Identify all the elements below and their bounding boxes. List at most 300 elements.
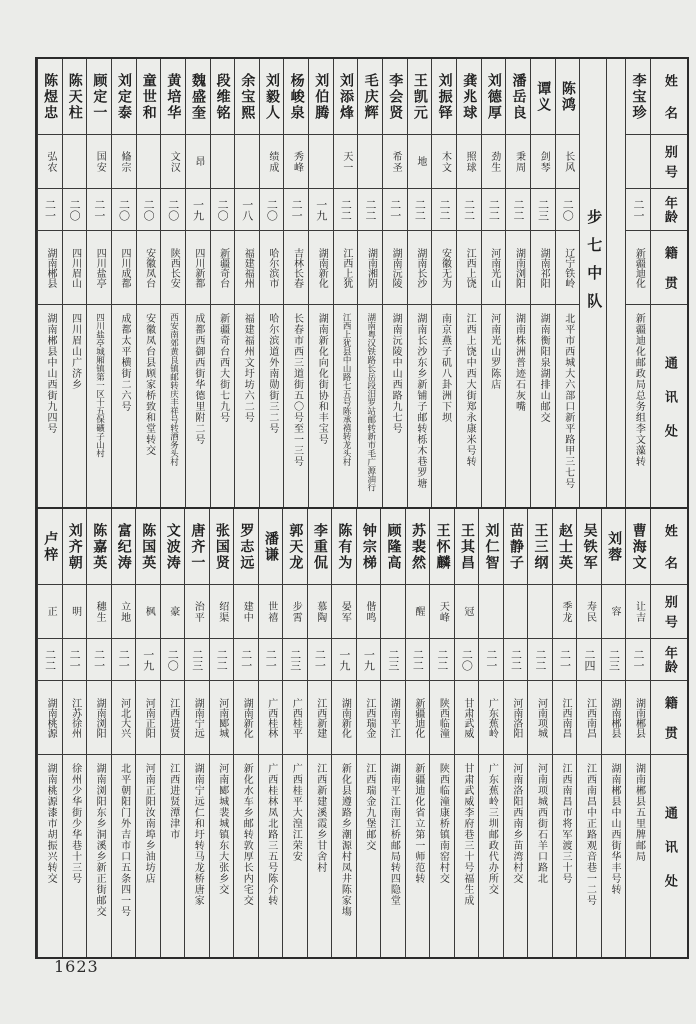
entry-age: 二一 [38, 189, 62, 231]
entry-alias [63, 135, 87, 189]
entry-age: 二一 [234, 639, 258, 681]
entry-address: 湖南长沙东乡新铺子邮转栎木巷罗塘 [414, 313, 426, 489]
entry-alias: 建中 [234, 585, 258, 639]
blank-cell [607, 59, 625, 507]
entry-name: 杨峻泉 [284, 59, 308, 135]
entry-name: 谭义 [531, 59, 555, 135]
entry-name: 苗静子 [504, 509, 528, 585]
entry-address: 徐州少华街少华巷十三号 [69, 763, 81, 884]
entry-name: 刘蓉 [602, 509, 626, 585]
entry-alias: 季龙 [553, 585, 577, 639]
entry-address: 江西进贤潭津市 [167, 763, 179, 840]
entry-address: 江西南昌中正路观音巷一二号 [584, 763, 596, 906]
entry-address: 长春市西三道街五〇号至一三号 [291, 313, 303, 467]
entry-alias: 正 [38, 585, 62, 639]
entry-name: 吴铁军 [577, 509, 601, 585]
entry-name: 余宝熙 [235, 59, 259, 135]
header-char: 通 [661, 805, 677, 819]
entry-address: 湖南郴县五里牌邮局 [633, 763, 645, 862]
entry-column [601, 509, 626, 957]
header-char: 名 [661, 105, 677, 119]
entry-alias: 偹宗 [112, 135, 136, 189]
header-char: 姓 [661, 524, 677, 538]
header-alias [651, 135, 687, 189]
entry-age: 二二 [358, 189, 382, 231]
entry-age: 二一 [112, 639, 136, 681]
header-char: 处 [661, 423, 677, 437]
entry-name: 潘谦 [259, 509, 283, 585]
entry-alias: 豪 [161, 585, 185, 639]
entry-origin: 广西桂平 [283, 681, 307, 755]
roster-tables [35, 57, 689, 959]
header-origin [651, 681, 687, 755]
entry-origin: 湖南新化 [234, 681, 258, 755]
header-column [650, 509, 687, 957]
entry-address: 新疆奇台西大街七九号 [217, 313, 229, 423]
entry-alias [211, 135, 235, 189]
entry-address: 河南项城西街石羊口路北 [535, 763, 547, 884]
entry-alias: 治平 [185, 585, 209, 639]
entry-address: 江西上饶中西大街郑永康米号转 [464, 313, 476, 467]
entry-age: 二二 [406, 639, 430, 681]
entry-column [160, 509, 185, 957]
entry-age: 二一 [259, 639, 283, 681]
entry-name: 王怀麟 [430, 509, 454, 585]
entry-name: 李会贤 [383, 59, 407, 135]
entry-origin: 辽宁铁岭 [556, 231, 580, 305]
header-address [651, 305, 687, 507]
entry-address: 湖南衡阳泉湖排山邮交 [538, 313, 550, 423]
entry-column [478, 509, 503, 957]
entry-origin: 四川盐亭 [87, 231, 111, 305]
header-origin [651, 231, 687, 305]
entry-age: 二三 [185, 639, 209, 681]
entry-alias: 天峰 [430, 585, 454, 639]
entry-age: 二一 [626, 189, 650, 231]
entry-age: 二四 [577, 639, 601, 681]
entry-alias: 木文 [432, 135, 456, 189]
entry-name: 顾隆高 [381, 509, 405, 585]
entry-alias: 偕鸣 [357, 585, 381, 639]
header-char: 龄 [661, 660, 677, 674]
entry-origin: 安徽无为 [432, 231, 456, 305]
entry-age: 二一 [553, 639, 577, 681]
entry-name: 王其昌 [455, 509, 479, 585]
entry-column [552, 509, 577, 957]
entry-alias [137, 135, 161, 189]
header-char: 通 [661, 355, 677, 369]
entry-column [505, 59, 530, 507]
entry-alias: 让吉 [626, 585, 650, 639]
entry-origin: 吉林长春 [284, 231, 308, 305]
header-name [651, 59, 687, 135]
entry-age: 二〇 [161, 189, 185, 231]
entry-age: 二〇 [211, 189, 235, 231]
entry-column [136, 59, 161, 507]
entry-age: 二二 [210, 639, 234, 681]
entry-column [185, 59, 210, 507]
entry-name: 钟宗梯 [357, 509, 381, 585]
entry-address: 哈尔滨道外南勋街三二号 [266, 313, 278, 434]
entry-origin: 湖南郴县 [602, 681, 626, 755]
entry-address: 福建福州文圩坊六二号 [242, 313, 254, 423]
entry-age: 一九 [136, 639, 160, 681]
entry-alias: 立地 [112, 585, 136, 639]
entry-address: 成都西御西街华德里附二号 [192, 313, 204, 445]
entry-origin: 湖南湘阴 [358, 231, 382, 305]
entry-alias [358, 135, 382, 189]
header-char: 名 [661, 555, 677, 569]
entry-name: 陈天柱 [63, 59, 87, 135]
entry-address: 四川盐亭城厢镇第一区十五保礦子山村 [94, 313, 105, 458]
entry-age: 一八 [235, 189, 259, 231]
roster-table-bottom [35, 507, 689, 959]
entry-age: 二三 [283, 639, 307, 681]
entry-alias: 秉周 [506, 135, 530, 189]
entry-column [527, 509, 552, 957]
entry-address: 湖南浏阳东乡洞溪乡新正街邮交 [94, 763, 106, 917]
entry-alias: 枫 [136, 585, 160, 639]
entry-age: 二一 [87, 189, 111, 231]
entry-name: 李宝珍 [626, 59, 650, 135]
header-char: 年 [661, 195, 677, 209]
entry-address: 江西新建溪霞乡甘舍村 [314, 763, 326, 873]
entry-age: 一九 [332, 639, 356, 681]
entry-name: 文波涛 [161, 509, 185, 585]
entry-age: 二〇 [161, 639, 185, 681]
entry-age: 二一 [284, 189, 308, 231]
entry-alias [528, 585, 552, 639]
entry-name: 曹海文 [626, 509, 650, 585]
entry-origin: 江西进贤 [161, 681, 185, 755]
entry-column [576, 509, 601, 957]
entry-alias: 文汉 [161, 135, 185, 189]
entry-address: 南京燕子矶八卦洲下坝 [439, 313, 451, 423]
entry-name: 黄培华 [161, 59, 185, 135]
entry-alias: 弘农 [38, 135, 62, 189]
entry-age: 二三 [381, 639, 405, 681]
unit-divider-column [579, 59, 606, 507]
entry-address: 广东蕉岭三圳邮政代办所交 [486, 763, 498, 895]
entry-column [209, 509, 234, 957]
entry-alias: 天一 [334, 135, 358, 189]
entry-origin: 湖南新化 [309, 231, 333, 305]
entry-alias: 照球 [457, 135, 481, 189]
entry-alias: 昂 [186, 135, 210, 189]
entry-name: 陈鸿 [556, 59, 580, 135]
entry-column [308, 59, 333, 507]
entry-alias: 长风 [556, 135, 580, 189]
header-age [651, 189, 687, 231]
entry-address: 成都太平横街二六号 [118, 313, 130, 412]
entry-origin: 江西南昌 [577, 681, 601, 755]
entry-column [259, 59, 284, 507]
header-char: 讯 [661, 839, 677, 853]
entry-column [233, 509, 258, 957]
entry-column [530, 59, 555, 507]
entry-alias: 冠 [455, 585, 479, 639]
entry-address: 新化县遵路乡潮源村凤井陈家塲 [339, 763, 351, 917]
header-char: 龄 [661, 210, 677, 224]
entry-address: 北平朝阳门外吉市口五条四一号 [118, 763, 130, 917]
entry-name: 龚兆球 [457, 59, 481, 135]
entry-alias: 穗生 [87, 585, 111, 639]
entry-origin: 河北大兴 [112, 681, 136, 755]
entry-origin: 福建福州 [235, 231, 259, 305]
entry-alias: 希圣 [383, 135, 407, 189]
header-char: 别 [661, 594, 677, 608]
entry-name: 张国贤 [210, 509, 234, 585]
entry-address: 湖南平江南江桥邮局转四隐堂 [388, 763, 400, 906]
entry-age: 一九 [357, 639, 381, 681]
entry-name: 唐齐一 [185, 509, 209, 585]
entry-age: 二二 [528, 639, 552, 681]
entry-name: 毛庆辉 [358, 59, 382, 135]
header-char: 号 [661, 615, 677, 629]
entry-alias [479, 585, 503, 639]
entry-column [37, 509, 62, 957]
entry-origin: 湖南沅陵 [383, 231, 407, 305]
entry-origin: 新疆迪化 [626, 231, 650, 305]
entry-address: 四川眉山广济乡 [69, 313, 81, 390]
entry-origin: 四川新都 [186, 231, 210, 305]
entry-alias: 绩成 [260, 135, 284, 189]
entry-column [405, 509, 430, 957]
entry-alias: 寿民 [577, 585, 601, 639]
entry-origin: 江西南昌 [553, 681, 577, 755]
entry-origin: 河南正阳 [136, 681, 160, 755]
entry-address: 河南洛阳西南乡苗湾村交 [510, 763, 522, 884]
header-char: 处 [661, 873, 677, 887]
header-char: 姓 [661, 74, 677, 88]
entry-name: 王凯元 [408, 59, 432, 135]
entry-alias [309, 135, 333, 189]
entry-alias: 国安 [87, 135, 111, 189]
entry-column [454, 509, 479, 957]
entry-column [503, 509, 528, 957]
entry-age: 二二 [504, 639, 528, 681]
entry-column [62, 59, 87, 507]
entry-name: 刘齐朝 [63, 509, 87, 585]
entry-name: 富纪涛 [112, 509, 136, 585]
entry-column [37, 59, 62, 507]
header-age [651, 639, 687, 681]
header-alias [651, 585, 687, 639]
header-char: 号 [661, 165, 677, 179]
entry-age: 二一 [383, 189, 407, 231]
entry-address: 广西桂林凤北路三五号陈介转 [265, 763, 277, 906]
header-char: 籍 [661, 695, 677, 709]
entry-origin: 新疆迪化 [406, 681, 430, 755]
entry-origin: 湖南桃源 [38, 681, 62, 755]
entry-column [282, 509, 307, 957]
entry-age: 二一 [63, 639, 87, 681]
entry-name: 潘岳良 [506, 59, 530, 135]
entry-alias: 剑琴 [531, 135, 555, 189]
entry-name: 苏裴然 [406, 509, 430, 585]
entry-age: 二〇 [63, 189, 87, 231]
roster-table-top [35, 57, 689, 509]
entry-origin: 哈尔滨市 [260, 231, 284, 305]
entry-name: 陈嘉英 [87, 509, 111, 585]
entry-name: 王三纲 [528, 509, 552, 585]
entry-origin: 河南光山 [482, 231, 506, 305]
entry-address: 安徽凤台县顾家桥致和堂转交 [143, 313, 155, 456]
entry-column [283, 59, 308, 507]
entry-age: 二一 [87, 639, 111, 681]
entry-age: 二三 [531, 189, 555, 231]
header-char: 讯 [661, 389, 677, 403]
entry-name: 刘添烽 [334, 59, 358, 135]
entry-address: 北平市西城大六部口新平路甲三七号 [562, 313, 574, 489]
blank-column [606, 59, 625, 507]
entry-address: 河南郾城裴城镇东大张乡交 [216, 763, 228, 895]
entry-name: 刘毅人 [260, 59, 284, 135]
entry-column [86, 509, 111, 957]
entry-age: 二三 [602, 639, 626, 681]
entry-alias [626, 135, 650, 189]
entry-column [210, 59, 235, 507]
entry-age: 二〇 [260, 189, 284, 231]
entry-alias [381, 585, 405, 639]
entry-column [555, 59, 580, 507]
entry-origin: 江西上犹 [334, 231, 358, 305]
entry-name: 郭天龙 [283, 509, 307, 585]
entry-name: 童世和 [137, 59, 161, 135]
entry-address: 湖南粤汉铁路长岳段汨罗站邮转新市毛广源油行 [365, 313, 376, 492]
entry-address: 新疆迪化邮政局总务组李文藻转 [633, 313, 645, 467]
entry-column [429, 509, 454, 957]
entry-column [407, 59, 432, 507]
entry-origin: 河南郾城 [210, 681, 234, 755]
entry-origin: 江苏徐州 [63, 681, 87, 755]
entry-column [456, 59, 481, 507]
entry-name: 陈有为 [332, 509, 356, 585]
entry-address: 湖南郴县中山西街九四号 [44, 313, 56, 434]
entry-age: 二〇 [137, 189, 161, 231]
entry-column [184, 509, 209, 957]
entry-alias: 步霄 [283, 585, 307, 639]
entry-alias [504, 585, 528, 639]
entry-address: 西安南郊黄良镇邮转庆丰祥号转酒务头村 [168, 313, 179, 466]
entry-age: 二二 [432, 189, 456, 231]
entry-address: 江西上犹县中山路七五号陈承禧转龙头村 [341, 313, 352, 466]
entry-origin: 甘肃武威 [455, 681, 479, 755]
entry-origin: 湖南新化 [332, 681, 356, 755]
entry-age: 二一 [626, 639, 650, 681]
entry-alias: 慕陶 [308, 585, 332, 639]
entry-origin: 湖南郴县 [626, 681, 650, 755]
entry-origin: 湖南浏阳 [87, 681, 111, 755]
entry-column [234, 59, 259, 507]
entry-age: 二〇 [556, 189, 580, 231]
entry-name: 顾定一 [87, 59, 111, 135]
header-char: 年 [661, 645, 677, 659]
entry-age: 二二 [408, 189, 432, 231]
entry-origin: 河南项城 [528, 681, 552, 755]
entry-origin: 湖南长沙 [408, 231, 432, 305]
entry-alias: 秀峰 [284, 135, 308, 189]
entry-origin: 四川眉山 [63, 231, 87, 305]
entry-origin: 江西上饶 [457, 231, 481, 305]
entry-alias: 明 [63, 585, 87, 639]
entry-age: 二一 [479, 639, 503, 681]
entry-address: 陕西临潼康桥镇南窑村交 [437, 763, 449, 884]
entry-name: 刘仁智 [479, 509, 503, 585]
entry-column [625, 59, 650, 507]
entry-origin: 河南洛阳 [504, 681, 528, 755]
entry-origin: 新疆奇台 [211, 231, 235, 305]
entry-column [307, 509, 332, 957]
entry-origin: 安徽凤台 [137, 231, 161, 305]
entry-origin: 湖南宁远 [185, 681, 209, 755]
entry-age: 二二 [457, 189, 481, 231]
entry-name: 卢梓 [38, 509, 62, 585]
entry-address: 湖南沅陵中山西路九七号 [390, 313, 402, 434]
entry-address: 广西桂平大湟江荣安 [290, 763, 302, 862]
header-char: 贯 [661, 726, 677, 740]
entry-age: 二二 [482, 189, 506, 231]
entry-name: 刘德厚 [482, 59, 506, 135]
entry-origin: 江西新建 [308, 681, 332, 755]
entry-origin: 江西瑞金 [357, 681, 381, 755]
entry-name: 段维铭 [211, 59, 235, 135]
entry-alias: 劲生 [482, 135, 506, 189]
entry-age: 二一 [308, 639, 332, 681]
entry-address: 新化水车乡邮转敦厚长内宅交 [241, 763, 253, 906]
entry-column [62, 509, 87, 957]
entry-column [431, 59, 456, 507]
entry-address: 甘肃武威李府巷三十号福生成 [461, 763, 473, 906]
entry-age: 二〇 [455, 639, 479, 681]
entry-address: 河南光山罗陈店 [488, 313, 500, 390]
header-char: 贯 [661, 276, 677, 290]
entry-name: 李重侃 [308, 509, 332, 585]
entry-origin: 陕西临潼 [430, 681, 454, 755]
entry-address: 湖南桃源漆市胡振兴转交 [45, 763, 57, 884]
entry-column [333, 59, 358, 507]
entry-address: 河南正阳汝南埠乡油坊店 [143, 763, 155, 884]
entry-age: 二二 [430, 639, 454, 681]
entry-column [357, 59, 382, 507]
entry-age: 二二 [38, 639, 62, 681]
entry-name: 魏盛奎 [186, 59, 210, 135]
entry-column [331, 509, 356, 957]
entry-column [481, 59, 506, 507]
entry-address: 湖南郴县中山西街华丰号转 [608, 763, 620, 895]
entry-name: 陈煜忠 [38, 59, 62, 135]
entry-origin: 广西桂林 [259, 681, 283, 755]
entry-column [111, 509, 136, 957]
entry-address: 新疆迪化省立第一师范转 [412, 763, 424, 884]
entry-name: 赵士英 [553, 509, 577, 585]
entry-origin: 湖南平江 [381, 681, 405, 755]
entry-age: 二二 [506, 189, 530, 231]
entry-column [160, 59, 185, 507]
entry-age: 二〇 [112, 189, 136, 231]
entry-alias: 醒 [406, 585, 430, 639]
header-char: 籍 [661, 245, 677, 259]
entry-age: 二二 [334, 189, 358, 231]
header-char: 别 [661, 144, 677, 158]
entry-name: 刘振铎 [432, 59, 456, 135]
entry-alias: 容 [602, 585, 626, 639]
entry-age: 一九 [186, 189, 210, 231]
entry-alias: 晏军 [332, 585, 356, 639]
entry-column [625, 509, 650, 957]
entry-address: 湖南宁远仁和圩转马龙桥唐家 [192, 763, 204, 906]
entry-origin: 陕西长安 [161, 231, 185, 305]
